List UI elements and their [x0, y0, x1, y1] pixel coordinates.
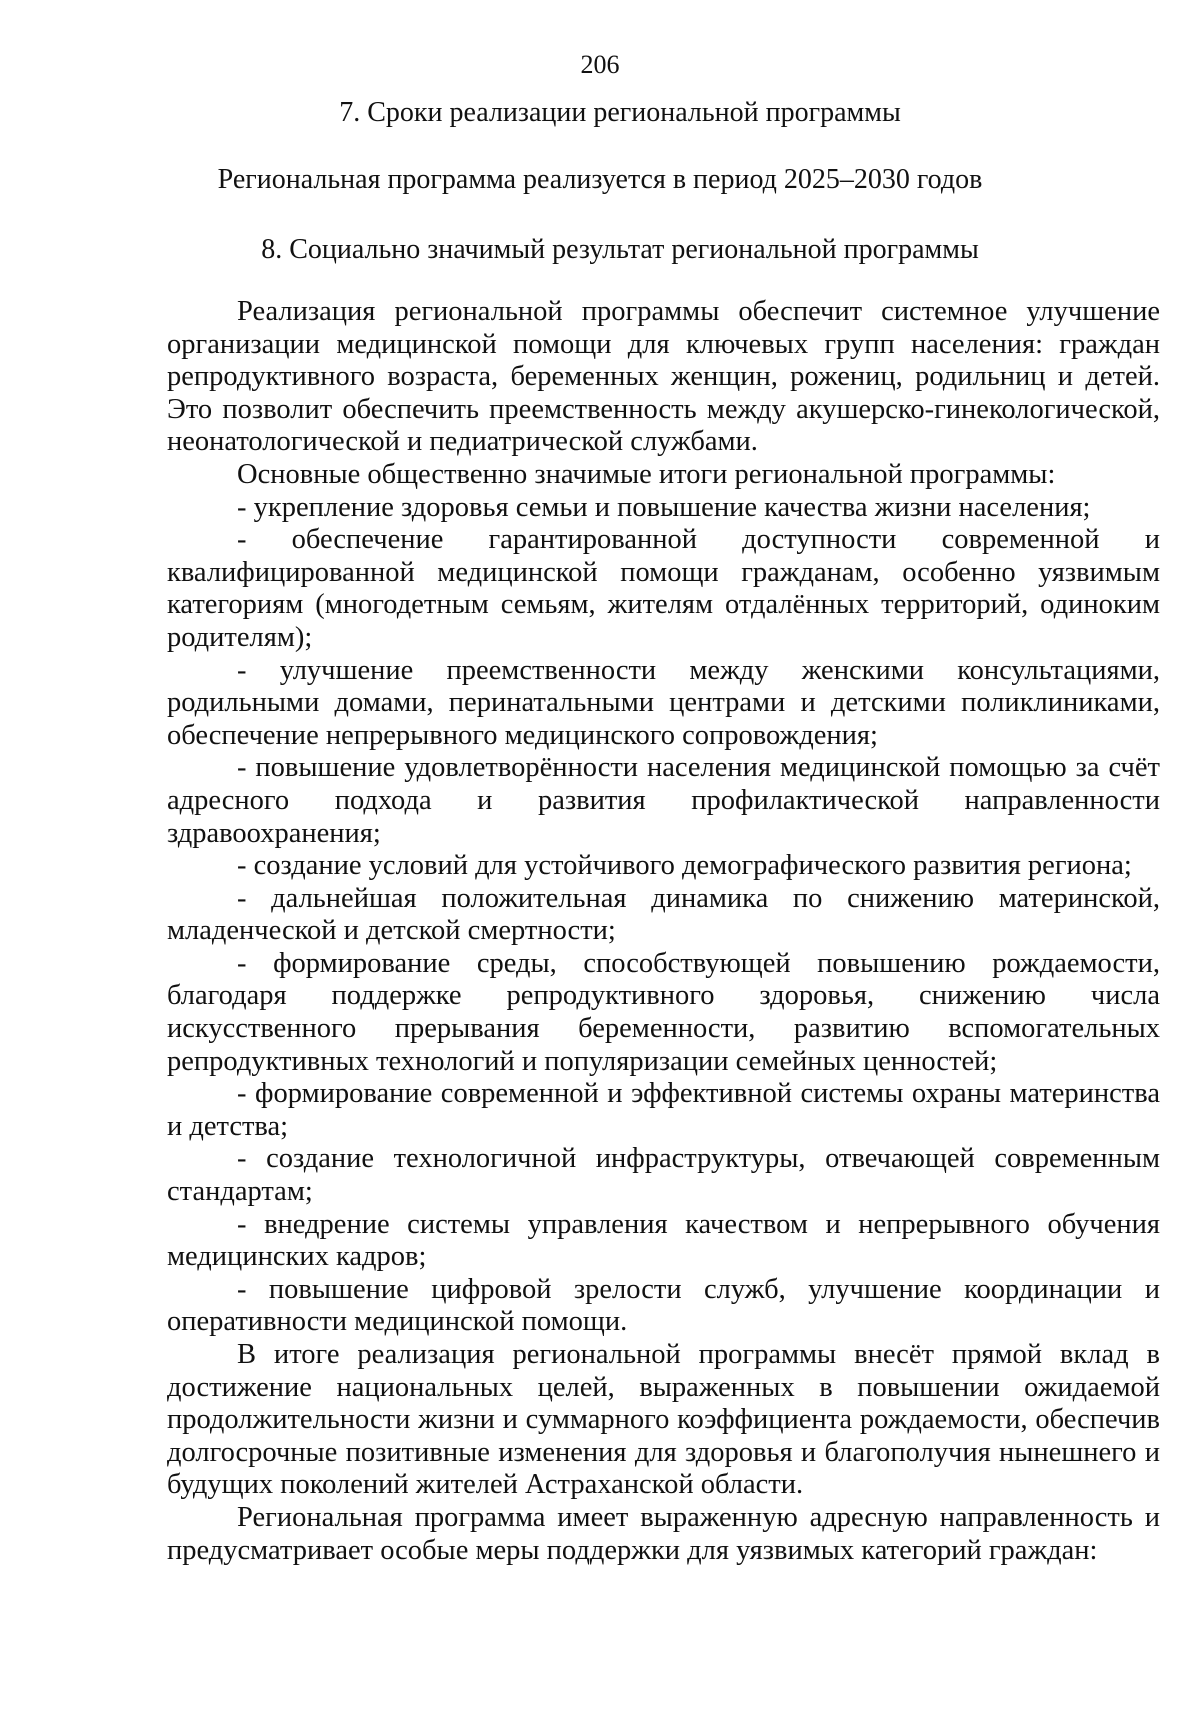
paragraph-intro: Реализация региональной программы обеспечит системное улучшение организации медицинской помощи для ключевых групп населения: граждан репродуктивного возраста, беременных женщин, рожениц, родильниц и детей. Это позволит обеспечить преемственность между акушерско-гинекологической, неонатологической и педиатрической службами.	[167, 296, 1160, 458]
list-item-accessibility: - обеспечение гарантированной доступности современной и квалифицированной медицинской помощи гражданам, особенно уязвимым категориям (многодетным семьям, жителям отдалённых территорий, одиноким родителям);	[167, 524, 1160, 653]
list-item-satisfaction: - повышение удовлетворённости населения медицинской помощью за счёт адресного подхода и развития профилактической направленности здравоохранения;	[167, 752, 1160, 849]
list-item-family-health: - укрепление здоровья семьи и повышение качества жизни населения;	[237, 491, 1091, 523]
paragraph-national-goals: В итоге реализация региональной программы внесёт прямой вклад в достижение национальных целей, выраженных в повышении ожидаемой продолжительности жизни и суммарного коэффициента рождаемости, обеспечив долгосрочные позитивные изменения для здоровья и благополучия нынешнего и будущих поколений жителей Астраханской области.	[167, 1339, 1160, 1501]
section-8-heading: 8. Социально значимый результат региональной программы	[261, 234, 979, 265]
list-item-infrastructure: - создание технологичной инфраструктуры, отвечающей современным стандартам;	[167, 1143, 1160, 1208]
list-item-digital-maturity: - повышение цифровой зрелости служб, улучшение координации и оперативности медицинской помощи.	[167, 1273, 1160, 1338]
list-item-mortality: - дальнейшая положительная динамика по снижению материнской, младенческой и детской смертности;	[167, 882, 1160, 947]
implementation-period-text: Региональная программа реализуется в период 2025–2030 годов	[217, 164, 983, 195]
paragraph-targeted-support: Региональная программа имеет выраженную адресную направленность и предусматривает особые меры поддержки для уязвимых категорий граждан:	[167, 1501, 1160, 1566]
list-item-birth-rate: - формирование среды, способствующей повышению рождаемости, благодаря поддержке репродуктивного здоровья, снижению числа искусственного прерывания беременности, развитию вспомогательных репродуктивных технологий и популяризации семейных ценностей;	[167, 947, 1160, 1077]
page-number: 206	[580, 50, 620, 79]
paragraph-outcomes-lead: Основные общественно значимые итоги региональной программы:	[237, 458, 1056, 490]
list-item-demographics: - создание условий для устойчивого демографического развития региона;	[237, 850, 1132, 882]
section-7-heading: 7. Сроки реализации региональной программы	[339, 97, 901, 128]
list-item-quality-training: - внедрение системы управления качеством и непрерывного обучения медицинских кадров;	[167, 1208, 1160, 1273]
list-item-protection-system: - формирование современной и эффективной системы охраны материнства и детства;	[167, 1078, 1160, 1142]
list-item-continuity: - улучшение преемственности между женскими консультациями, родильными домами, перинатальными центрами и детскими поликлиниками, обеспечение непрерывного медицинского сопровождения;	[167, 654, 1160, 751]
section-8-body	[167, 296, 1160, 1567]
